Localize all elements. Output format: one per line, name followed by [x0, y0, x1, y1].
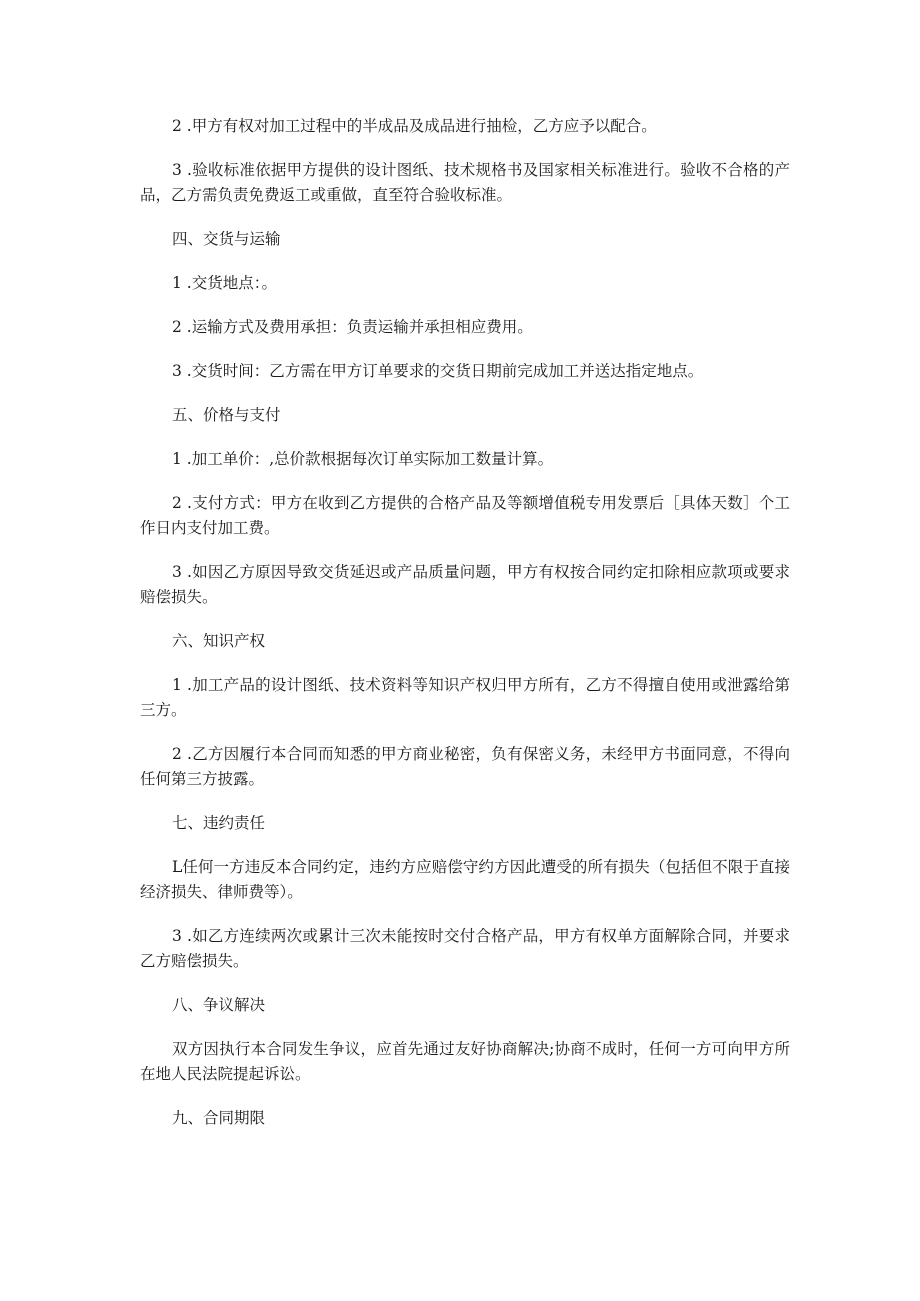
section-heading-liability: 七、违约责任 — [172, 814, 266, 832]
clause-4-1: 1 .交货地点：。 — [172, 274, 277, 292]
clause-3-3: 3 .验收标准依据甲方提供的设计图纸、技术规格书及国家相关标准进行。验收不合格的产品，乙方需负责免费返工或重做，直至符合验收标准。 — [140, 161, 790, 204]
clause-4-3: 3 .交货时间：乙方需在甲方订单要求的交货日期前完成加工并送达指定地点。 — [172, 362, 704, 380]
clause-6-1: 1 .加工产品的设计图纸、技术资料等知识产权归甲方所有，乙方不得擅自使用或泄露给第三方。 — [140, 676, 790, 719]
clause-8-body: 双方因执行本合同发生争议，应首先通过友好协商解决;协商不成时，任何一方可向甲方所在地人民法院提起诉讼。 — [140, 1040, 790, 1083]
section-heading-payment: 五、价格与支付 — [172, 406, 281, 424]
clause-5-3: 3 .如因乙方原因导致交货延迟或产品质量问题，甲方有权按合同约定扣除相应款项或要求赔偿损失。 — [140, 563, 790, 606]
section-heading-dispute: 八、争议解决 — [172, 996, 266, 1014]
clause-5-2: 2 .支付方式：甲方在收到乙方提供的合格产品及等额增值税专用发票后［具体天数］个工作日内支付加工费。 — [140, 494, 790, 537]
clause-5-1: 1 .加工单价：,总价款根据每次订单实际加工数量计算。 — [172, 450, 554, 468]
section-heading-ip: 六、知识产权 — [172, 632, 266, 650]
clause-7-1: L任何一方违反本合同约定，违约方应赔偿守约方因此遭受的所有损失（包括但不限于直接经济损失、律师费等）。 — [140, 858, 790, 901]
section-heading-term: 九、合同期限 — [172, 1109, 266, 1127]
clause-4-2: 2 .运输方式及费用承担：负责运输并承担相应费用。 — [172, 318, 533, 336]
clause-3-2: 2 .甲方有权对加工过程中的半成品及成品进行抽检，乙方应予以配合。 — [172, 117, 657, 135]
document-body — [140, 114, 790, 1150]
clause-7-3: 3 .如乙方连续两次或累计三次未能按时交付合格产品，甲方有权单方面解除合同，并要求乙方赔偿损失。 — [140, 927, 790, 970]
section-heading-delivery: 四、交货与运输 — [172, 230, 281, 248]
clause-6-2: 2 .乙方因履行本合同而知悉的甲方商业秘密，负有保密义务，未经甲方书面同意，不得向任何第三方披露。 — [140, 745, 790, 788]
